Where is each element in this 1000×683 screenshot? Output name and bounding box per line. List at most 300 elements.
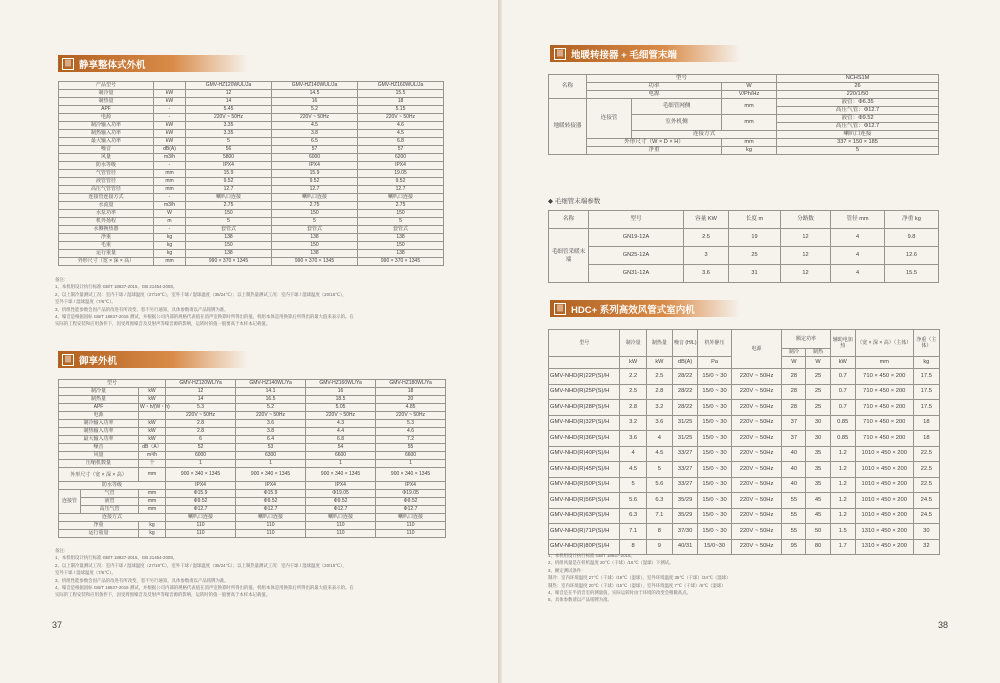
cell: 15/0 ~ 30	[698, 384, 732, 400]
cell: 18	[913, 415, 939, 431]
cell: 138	[272, 250, 358, 258]
cell: 型号	[589, 211, 684, 229]
cell: 28/22	[673, 400, 698, 416]
cell: 31	[729, 265, 781, 283]
cell: 110	[236, 530, 306, 538]
cell: 710 × 450 × 200	[855, 431, 913, 447]
cell: 2.5	[646, 369, 672, 385]
cell: GMV-NHD(R)50P(S)/H	[549, 477, 620, 493]
cell: 25	[806, 384, 830, 400]
cell: 2.8	[620, 400, 646, 416]
cell: 9.52	[358, 178, 444, 186]
cell: Pa	[698, 357, 732, 369]
th: 额定功率	[782, 330, 830, 349]
cell: 6.3	[620, 508, 646, 524]
cell: mm	[139, 506, 166, 514]
name-label: 名称	[549, 75, 587, 99]
cell: kW	[830, 357, 855, 369]
outdoor-unit-table-2	[58, 379, 446, 538]
cell: GMV-NHD(R)40P(S)/H	[549, 446, 620, 462]
cell: 连接方式	[59, 514, 166, 522]
cell: 8	[646, 524, 672, 540]
cell: 220V ~ 50Hz	[731, 477, 781, 493]
cell: 150	[358, 242, 444, 250]
cell: m³/h	[139, 452, 166, 460]
cell: 15/0 ~ 30	[698, 524, 732, 540]
cell: 20	[376, 396, 446, 404]
cell: GMV-NHD(R)71P(S)/H	[549, 524, 620, 540]
cell: mm	[154, 178, 186, 186]
cell: GMV-HZ140WUL/Ja	[272, 82, 358, 90]
cell: 制热量	[59, 98, 154, 106]
cell: 液管管径	[59, 178, 154, 186]
cell: 产品型号	[59, 82, 154, 90]
cell: kg	[154, 234, 186, 242]
cell: 5	[646, 462, 672, 478]
cell: 12	[166, 388, 236, 396]
cell: 17.5	[913, 400, 939, 416]
cell: W	[154, 210, 186, 218]
cell: 220V ~ 50Hz	[731, 400, 781, 416]
cell: 毛重	[59, 242, 154, 250]
cell: NCHS1M	[777, 75, 939, 83]
th: 制冷量	[620, 330, 646, 357]
cell: 37	[782, 431, 806, 447]
indoor-unit-table	[548, 329, 940, 555]
cell: 12	[781, 229, 831, 247]
cell: 45	[806, 493, 830, 509]
cell: Φ9.52	[166, 498, 236, 506]
note-line: 4、噪音是根据国标 GB/T 18837-2015 测试，并根据公司内部的规格代表值在消声室换算时所得出的值，机组本体是用换算后所得出的最大值来表示的。在	[55, 314, 354, 320]
cell: 制冷输入功率	[59, 420, 139, 428]
cell: 138	[358, 250, 444, 258]
cell: 3.6	[236, 420, 306, 428]
cell: 15/0 ~ 30	[698, 415, 732, 431]
cell: 5.45	[186, 106, 272, 114]
cell: 6.3	[646, 493, 672, 509]
th: 制冷	[782, 349, 806, 357]
cell: 连接管连接方式	[59, 194, 154, 202]
cell: 990 × 370 × 1345	[358, 258, 444, 266]
cell: 喇叭口连接	[306, 514, 376, 522]
cell: 16	[306, 388, 376, 396]
cell: 4.5	[358, 130, 444, 138]
note-line: 5、具体参数请以产品铭牌为准。	[548, 597, 612, 603]
cell: Φ9.52	[236, 498, 306, 506]
cell: 外形尺寸（宽 × 深 × 高）	[59, 258, 154, 266]
cell: 5	[186, 138, 272, 146]
cell: kW	[154, 90, 186, 98]
cell: 1.7	[830, 539, 855, 555]
cell: 900 × 340 × 1345	[306, 468, 376, 482]
th: 型号	[549, 330, 620, 357]
cell: 电源	[59, 412, 139, 420]
cell: 电源	[587, 91, 722, 99]
cell: 7.1	[646, 508, 672, 524]
cell: 54	[306, 444, 376, 452]
th: 机外静压	[698, 330, 732, 357]
cell: 6600	[306, 452, 376, 460]
cell: 9.8	[885, 229, 939, 247]
notes-s1	[55, 276, 354, 328]
cell: GMV-NHD(R)36P(S)/H	[549, 431, 620, 447]
cell: 1	[236, 460, 306, 468]
cell: 4.6	[358, 122, 444, 130]
cell: 6200	[358, 154, 444, 162]
cell: GMV-NHD(R)32P(S)/H	[549, 415, 620, 431]
cell: 17.5	[913, 384, 939, 400]
th: 辅助电加热	[830, 330, 855, 357]
cell: 40	[782, 462, 806, 478]
cell: 110	[166, 522, 236, 530]
cell: APF	[59, 106, 154, 114]
cell: 31/25	[673, 415, 698, 431]
cell: 0.7	[830, 400, 855, 416]
cell: 1010 × 450 × 200	[855, 446, 913, 462]
cell: 2.75	[358, 202, 444, 210]
note-line: 备注：	[55, 277, 69, 282]
cell: GMV-HZ160WL/Ya	[306, 380, 376, 388]
cell: 220V ~ 50Hz	[731, 369, 781, 385]
cell: 55	[782, 508, 806, 524]
cell: 1.2	[830, 493, 855, 509]
section-title: 御享外机	[79, 355, 118, 367]
cell: 220V ~ 50Hz	[731, 524, 781, 540]
cell: 40	[782, 446, 806, 462]
cell: 30	[913, 524, 939, 540]
cell: 37/30	[673, 524, 698, 540]
cell: GN31-12A	[589, 265, 684, 283]
cell: kW	[154, 122, 186, 130]
cell: 噪音	[59, 444, 139, 452]
cell: Φ19.05	[306, 490, 376, 498]
cell: 喇叭口连接	[166, 514, 236, 522]
cell: 运行重量	[59, 250, 154, 258]
cell: 气管	[81, 490, 139, 498]
cell: 4	[646, 431, 672, 447]
cell: GMV-NHD(R)22P(S)/H	[549, 369, 620, 385]
note-line: 室外干球 / 湿球温度（7/6℃）。	[55, 299, 116, 305]
cell: 6000	[272, 154, 358, 162]
cell: 110	[376, 522, 446, 530]
cell: W	[722, 83, 777, 91]
cell: GMV-NHD(R)25P(S)/H	[549, 384, 620, 400]
cell: 18	[913, 431, 939, 447]
cell: 1.2	[830, 508, 855, 524]
cell: 25	[729, 247, 781, 265]
cell: 9	[646, 539, 672, 555]
th: 制热量	[646, 330, 672, 357]
cell: 分路数	[781, 211, 831, 229]
th: 噪音 (H/L)	[673, 330, 698, 357]
cell: 2.5	[684, 229, 729, 247]
cell: 990 × 370 × 1345	[186, 258, 272, 266]
cell: GMV-HZ180WL/Ya	[376, 380, 446, 388]
cell: 15/0 ~ 30	[698, 400, 732, 416]
cell: 4.3	[306, 420, 376, 428]
cell: 18.5	[306, 396, 376, 404]
cell: 风量	[59, 154, 154, 162]
cell: 22.5	[913, 462, 939, 478]
cell: 52	[166, 444, 236, 452]
cell: 0.85	[830, 431, 855, 447]
cell: 4	[620, 446, 646, 462]
notes-s5	[548, 552, 730, 604]
cell: 外形尺寸（宽 × 深 × 高）	[59, 468, 139, 482]
cell: 220V ~ 50Hz	[166, 412, 236, 420]
cell: 5.2	[236, 404, 306, 412]
cell: 高压气管：Φ12.7	[777, 123, 939, 131]
cell: 990 × 370 × 1345	[272, 258, 358, 266]
cell: mm	[154, 258, 186, 266]
cell: 150	[186, 210, 272, 218]
cell: 28/22	[673, 384, 698, 400]
cell: 毛细管采暖末端	[549, 229, 589, 283]
cell: mm	[154, 170, 186, 178]
cell: 1	[376, 460, 446, 468]
cell: 220V ~ 50Hz	[731, 539, 781, 555]
cell: 防水等级	[59, 482, 166, 490]
section-title: HDC+ 系列高效风管式室内机	[571, 304, 695, 316]
cell: 220V ~ 50Hz	[358, 114, 444, 122]
cell: 8	[620, 539, 646, 555]
cell: 压缩机数量	[59, 460, 139, 468]
cell: 套管式	[186, 226, 272, 234]
cell: 1310 × 450 × 200	[855, 539, 913, 555]
cell: 15/0 ~ 30	[698, 369, 732, 385]
cell: 5.6	[620, 493, 646, 509]
cell: 1010 × 450 × 200	[855, 508, 913, 524]
cell: 5.6	[646, 477, 672, 493]
cell: 6.8	[306, 436, 376, 444]
cell: Φ9.52	[376, 498, 446, 506]
section-title: 地暖转接器 + 毛细管末端	[571, 49, 677, 61]
cell: IPX4	[186, 162, 272, 170]
note-line: 4、噪音是在半消音室的测量值，实际运转时由于环境的改变会稍微高点。	[548, 590, 691, 596]
cell: 套管式	[272, 226, 358, 234]
cell: 3.8	[272, 130, 358, 138]
cell: 24.5	[913, 493, 939, 509]
adapter-table	[548, 74, 939, 155]
cell: 1010 × 450 × 200	[855, 477, 913, 493]
cell: 24.5	[913, 508, 939, 524]
cell: mm	[722, 115, 777, 131]
cell: 3.8	[236, 428, 306, 436]
cell: 220V ~ 50Hz	[272, 114, 358, 122]
cell: kg	[913, 357, 939, 369]
cell: 25	[806, 400, 830, 416]
cell: 6300	[236, 452, 306, 460]
cell: 1.2	[830, 462, 855, 478]
cell: 35/29	[673, 493, 698, 509]
cell: IPX4	[236, 482, 306, 490]
cell: 5	[272, 218, 358, 226]
cell: 7.2	[376, 436, 446, 444]
cell: GN19-12A	[589, 229, 684, 247]
cell: 外形尺寸（W × D × H）	[587, 139, 722, 147]
cell: mm	[722, 139, 777, 147]
cell: 液管：Φ9.52	[777, 115, 939, 123]
note-line: 备注：	[55, 548, 69, 553]
cell: 功率	[587, 83, 722, 91]
cell: 水侧换热器	[59, 226, 154, 234]
cell: 风量	[59, 452, 139, 460]
cell: 4.85	[376, 404, 446, 412]
cell: 710 × 450 × 200	[855, 369, 913, 385]
th: 净重（主体）	[913, 330, 939, 357]
cell: kW	[139, 436, 166, 444]
cell: 喇叭口连接	[236, 514, 306, 522]
cell: 个	[139, 460, 166, 468]
cell: 喇叭口连接	[777, 131, 939, 139]
cell: 33/27	[673, 462, 698, 478]
cell: APF	[59, 404, 139, 412]
cell: 2.2	[620, 369, 646, 385]
cell: 6.4	[236, 436, 306, 444]
cell: 5	[777, 147, 939, 155]
cell: GMV-HZ120WL/Ya	[166, 380, 236, 388]
cell: GMV-HZ120WUL/Ja	[186, 82, 272, 90]
cell: 制冷量	[59, 90, 154, 98]
cell: 地暖转接器	[549, 99, 587, 155]
cell: -	[154, 226, 186, 234]
cell: mm	[722, 99, 777, 115]
cell: 14	[166, 396, 236, 404]
cell: 900 × 340 × 1345	[236, 468, 306, 482]
section-header-s5	[550, 300, 740, 317]
cell: 0.85	[830, 415, 855, 431]
cell: 1.5	[830, 524, 855, 540]
cell: IPX4	[376, 482, 446, 490]
cell: 水泵功率	[59, 210, 154, 218]
cell: Φ12.7	[236, 506, 306, 514]
cell: 150	[272, 210, 358, 218]
cell: 55	[782, 524, 806, 540]
cell: 55	[376, 444, 446, 452]
cell: 35	[806, 462, 830, 478]
cell: 37	[782, 415, 806, 431]
cell: 4	[831, 265, 885, 283]
cell: 2.8	[166, 428, 236, 436]
note-line: 3、额定测试条件：	[548, 567, 586, 573]
cell: 净重	[587, 147, 722, 155]
cell: 220V ~ 50Hz	[731, 508, 781, 524]
cell: 14.1	[236, 388, 306, 396]
cell: 110	[376, 530, 446, 538]
cell: GMV-HZ160WUL/Ja	[358, 82, 444, 90]
cell: GMV-HZ140WL/Ya	[236, 380, 306, 388]
outdoor-unit-table-1	[58, 81, 444, 266]
cell: 4.5	[272, 122, 358, 130]
cell: 15/0 ~ 30	[698, 431, 732, 447]
cell: 3.6	[684, 265, 729, 283]
note-line: 实际的工程安装和应用条件下，因受周围噪音及反射声等噪音源的影响，运转时的值一般要高于本样本记载值。	[55, 321, 271, 327]
cell: 2.8	[166, 420, 236, 428]
cell: 28	[782, 400, 806, 416]
cell: 制冷输入功率	[59, 122, 154, 130]
cell: Φ15.9	[166, 490, 236, 498]
cell: kW	[139, 396, 166, 404]
cell: 5800	[186, 154, 272, 162]
cell: 15/0 ~ 30	[698, 477, 732, 493]
cell: kW	[139, 420, 166, 428]
section-header-s2	[58, 351, 248, 368]
cell: 12	[186, 90, 272, 98]
th: 制热	[806, 349, 830, 357]
hvac-icon: |||	[554, 48, 566, 60]
cell: V/Ph/Hz	[722, 91, 777, 99]
cell: 制热输入功率	[59, 130, 154, 138]
cell: 56	[186, 146, 272, 154]
cell: 连接管	[59, 490, 81, 514]
cell: 9.52	[186, 178, 272, 186]
note-line: 室外干球 / 湿球温度（7/6℃）。	[55, 570, 116, 576]
cell: IPX4	[272, 162, 358, 170]
cell: 57	[272, 146, 358, 154]
cell: dB(A)	[673, 357, 698, 369]
cell: 12.7	[186, 186, 272, 194]
cell: 喇叭口连接	[186, 194, 272, 202]
cell: dB(A)	[154, 146, 186, 154]
cell: 6000	[166, 452, 236, 460]
cell: kW	[154, 98, 186, 106]
cell: 名称	[549, 211, 589, 229]
cell: 制热量	[59, 396, 139, 404]
cell: 6.8	[358, 138, 444, 146]
cell: 5	[186, 218, 272, 226]
th: （宽 × 深 × 高）（主体）	[855, 330, 913, 357]
cell: 28/22	[673, 369, 698, 385]
cell: 15/0~30	[698, 539, 732, 555]
cell: -	[154, 162, 186, 170]
note-line: 4、噪音是根据国标 GB/T 18837-2015 测试，并根据公司内部的规格代表值在消声室换算时所得出的值，机组本体是用换算后所得出的最大值来表示的。在	[55, 585, 354, 591]
cell: GMV-NHD(R)63P(S)/H	[549, 508, 620, 524]
cell: 型号	[59, 380, 166, 388]
cell: kg	[139, 530, 166, 538]
cell: kW	[154, 130, 186, 138]
cell: 1010 × 450 × 200	[855, 493, 913, 509]
cell: m3/h	[154, 154, 186, 162]
note-line: 2、机组风量是在样机温度 20℃（干球）/16℃（湿球）下测试。	[548, 560, 674, 566]
cell: W・h/(W・h)	[140, 404, 170, 410]
cell: 337 × 150 × 185	[777, 139, 939, 147]
cell: 150	[272, 242, 358, 250]
note-line: 3、机组性能参数会因产品的改进有所改变，恕不另行通知，具体参数请以产品铭牌为准。	[55, 577, 229, 583]
cell: 喇叭口连接	[376, 514, 446, 522]
cell: 220V ~ 50Hz	[186, 114, 272, 122]
cell: 4.6	[376, 428, 446, 436]
cell: 9.52	[272, 178, 358, 186]
cell: 连接方式	[632, 131, 777, 139]
cell: 2.8	[646, 384, 672, 400]
cell: 150	[358, 210, 444, 218]
cell: 1310 × 450 × 200	[855, 524, 913, 540]
cell: 5.05	[306, 404, 376, 412]
cell: 2.5	[620, 384, 646, 400]
cell: 3.35	[186, 122, 272, 130]
cell: 5.3	[166, 404, 236, 412]
cell: Φ19.05	[376, 490, 446, 498]
cell: 15.5	[358, 90, 444, 98]
cell: 室外机侧	[632, 115, 722, 131]
cell: 液管	[81, 498, 139, 506]
cell: 220V ~ 50Hz	[376, 412, 446, 420]
note-line: 制冷：室内环境温度 27℃（干球）/19℃（湿球），室外环境温度 35℃（干球）/24℃（湿球）	[548, 575, 731, 581]
cell: 5	[620, 477, 646, 493]
cell: 制热输入功率	[59, 428, 139, 436]
cell: -	[154, 114, 186, 122]
cell: 噪音	[59, 146, 154, 154]
